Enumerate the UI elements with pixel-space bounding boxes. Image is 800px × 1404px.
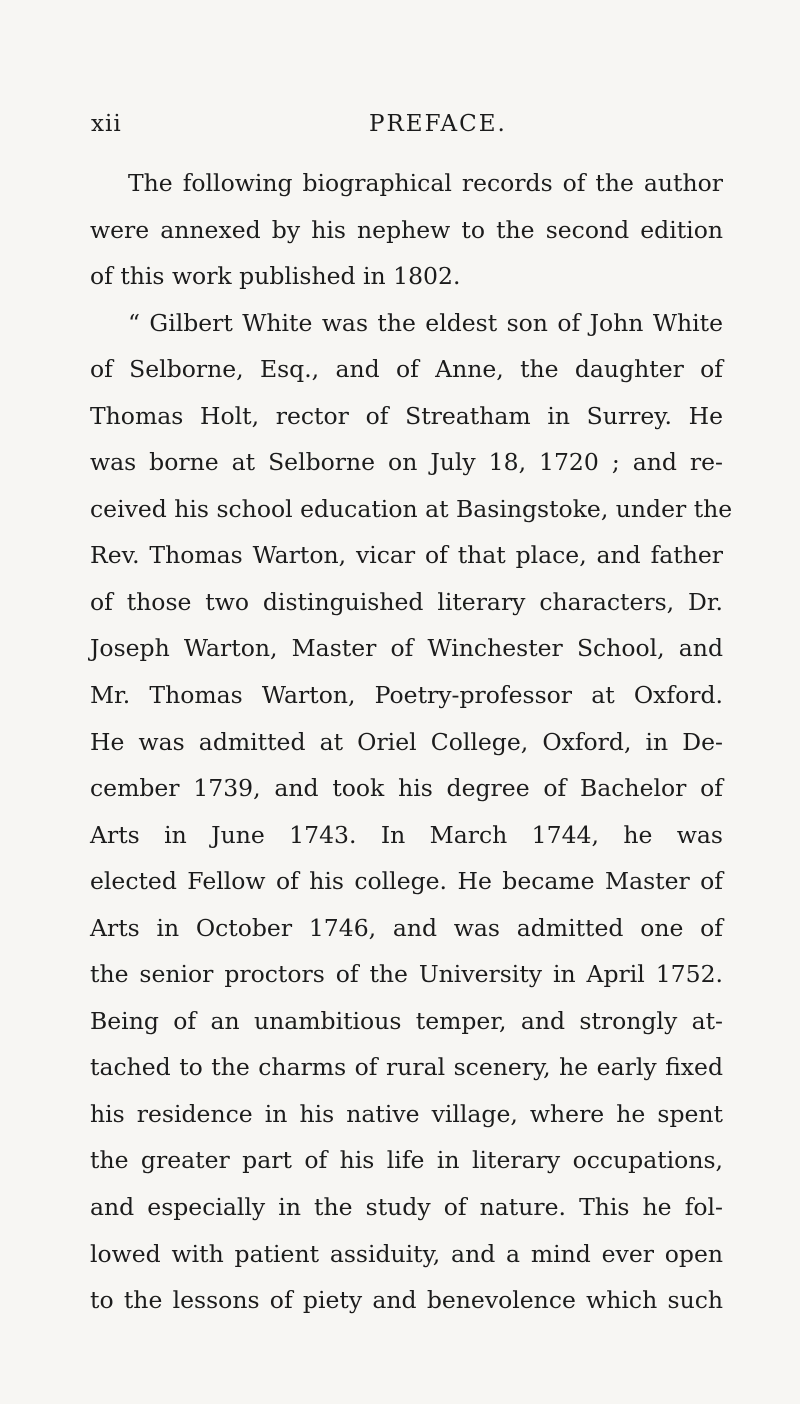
text-line: ceived his school education at Basingstoke, under the [90,494,733,523]
text-line: was borne at Selborne on July 18, 1720 ; and re- [90,448,723,477]
text-line: his residence in his native village, where he spent [90,1099,723,1128]
text-line: lowed with patient assiduity, and a mind ever open [90,1239,723,1268]
text-line: Being of an unambitious temper, and strongly at- [90,1006,723,1035]
text-line: Arts in June 1743. In March 1744, he was [90,820,723,849]
text-line: elected Fellow of his college. He became Master of [90,867,723,896]
text-line: He was admitted at Oriel College, Oxford, in De- [90,727,723,756]
page-header [0,103,800,143]
text-line: cember 1739, and took his degree of Bachelor of [90,774,723,803]
text-line: Thomas Holt, rector of Streatham in Surrey. He [90,401,723,430]
text-line: Joseph Warton, Master of Winchester School, and [90,634,723,663]
text-line: of those two distinguished literary characters, Dr. [90,587,723,616]
body-text [90,160,733,1324]
text-line: The following biographical records of the author [128,169,723,197]
text-line: “ Gilbert White was the eldest son of John White [128,308,723,337]
text-line: tached to the charms of rural scenery, he early fixed [90,1053,723,1082]
text-line: were annexed by his nephew to the second edition [90,215,723,244]
text-line: to the lessons of piety and benevolence which such [90,1286,723,1315]
text-line: the greater part of his life in literary occupations, [90,1146,723,1175]
text-line: Arts in October 1746, and was admitted one of [90,913,723,942]
text-line: of Selborne, Esq., and of Anne, the daughter of [90,355,723,384]
text-line: and especially in the study of nature. This he fol- [90,1193,723,1222]
text-line: the senior proctors of the University in April 1752. [90,960,723,989]
text-line: Rev. Thomas Warton, vicar of that place, and father [90,541,723,570]
text-line: Mr. Thomas Warton, Poetry-professor at Oxford. [90,681,723,710]
running-head: PREFACE. [369,111,507,137]
text-line: of this work published in 1802. [90,262,461,291]
page-number: xii [91,111,122,137]
